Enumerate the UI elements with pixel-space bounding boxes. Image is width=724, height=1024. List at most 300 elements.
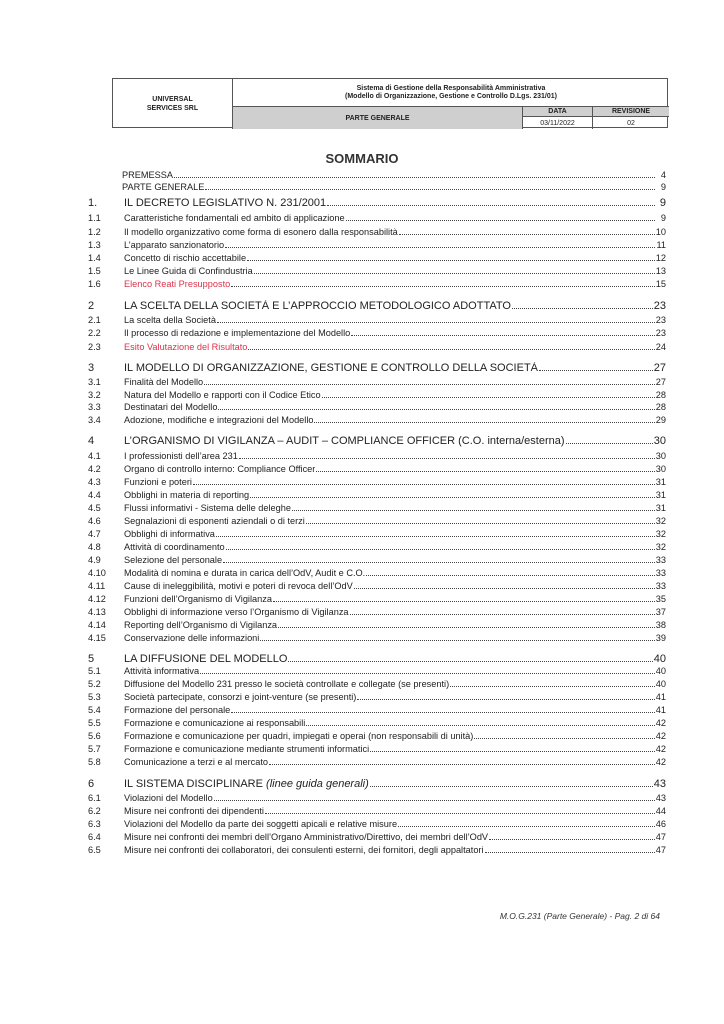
- toc-entry: [88, 744, 666, 755]
- toc-entry-page: 27: [653, 362, 666, 374]
- toc-entry-page: 28: [655, 390, 666, 400]
- toc-entry-page: 15: [655, 279, 666, 289]
- toc-entry-title-text: Misure nei confronti dei dipendenti: [124, 806, 264, 816]
- toc-entry-title: [124, 490, 249, 501]
- toc-entry: [88, 679, 666, 690]
- toc-leader-dots: [398, 819, 655, 827]
- toc-entry: [88, 477, 666, 488]
- toc-entry-title: [124, 342, 247, 353]
- revision-label: REVISIONE: [593, 107, 669, 117]
- toc-entry-number: 4.4: [88, 490, 101, 500]
- toc-entry-title: [124, 568, 365, 579]
- toc-entry: [88, 666, 666, 677]
- toc-entry-title: [124, 415, 313, 426]
- toc-entry-title: [124, 679, 449, 690]
- toc-entry: [88, 529, 666, 540]
- toc-entry-page: 27: [655, 377, 666, 387]
- toc-entry-title: [124, 819, 397, 830]
- toc-leader-dots: [216, 529, 655, 537]
- toc-entry-title: [124, 744, 369, 755]
- toc-entry-page: 11: [656, 240, 666, 250]
- document-header-table: [112, 78, 668, 128]
- toc-entry-title: [124, 542, 225, 553]
- toc-entry-number: 5.5: [88, 718, 101, 728]
- toc-entry-page: 28: [655, 402, 666, 412]
- toc-entry: [88, 692, 666, 703]
- toc-leader-dots: [489, 832, 655, 840]
- toc-entry: [88, 633, 666, 644]
- toc-entry-title-text: Natura del Modello e rapporti con il Codice Etico: [124, 390, 321, 400]
- toc-entry: [88, 845, 666, 856]
- toc-entry: [88, 377, 666, 388]
- toc-entry-page: 33: [655, 555, 666, 565]
- toc-entry-title: [124, 451, 238, 462]
- toc-leader-dots: [354, 581, 655, 589]
- toc-entry-title-text: Reporting dell’Organismo di Vigilanza: [124, 620, 278, 630]
- toc-entry-page: 46: [655, 819, 666, 829]
- toc-entry-number: 3.3: [88, 402, 101, 412]
- toc-entry-title: [124, 793, 213, 804]
- toc-leader-dots: [346, 213, 655, 221]
- toc-entry-title: [124, 240, 224, 251]
- toc-entry-title: [124, 402, 217, 413]
- toc-entry-page: 33: [655, 581, 666, 591]
- toc-entry: [88, 390, 666, 401]
- toc-entry-title: [124, 806, 264, 817]
- toc-entry-number: 4.10: [88, 568, 106, 578]
- toc-entry-page: 42: [655, 757, 666, 767]
- toc-entry-number: 6.3: [88, 819, 101, 829]
- toc-entry-title-text: Formazione del personale: [124, 705, 231, 715]
- toc-entry-title: [124, 692, 356, 703]
- toc-entry-title-text: Modalità di nomina e durata in carica dell’OdV, Audit e C.O.: [124, 568, 366, 578]
- toc-entry-number: 1.6: [88, 279, 101, 289]
- toc-entry-title-text: Caratteristiche fondamentali ed ambito di applicazione: [124, 213, 345, 223]
- page-title: SOMMARIO: [325, 151, 399, 166]
- toc-entry-title-text: LA SCELTA DELLA SOCIETÀ E L’APPROCCIO METODOLOGICO ADOTTATO: [124, 300, 511, 312]
- toc-entry-number: 1.5: [88, 266, 101, 276]
- toc-entry-page: 47: [655, 832, 666, 842]
- toc-entry-title: [124, 377, 203, 388]
- toc-entry-page: 24: [655, 342, 666, 352]
- toc-entry-number: 1.1: [88, 213, 101, 223]
- toc-entry-page: 40: [653, 653, 666, 665]
- toc-entry: [88, 653, 666, 665]
- toc-entry-title-text: Flussi informativi - Sistema delle deleghe: [124, 503, 291, 513]
- toc-leader-dots: [327, 198, 655, 206]
- toc-entry-number: 4.5: [88, 503, 101, 513]
- toc-entry: [88, 607, 666, 618]
- toc-entry-title-text: Formazione e comunicazione per quadri, impiegati e operai (non responsabili di unità): [124, 731, 474, 741]
- system-name-line1: Sistema di Gestione della Responsabilità Amministrativa: [356, 84, 546, 92]
- toc-entry: [88, 362, 666, 374]
- page-footer: M.O.G.231 (Parte Generale) - Pag. 2 di 64: [499, 911, 660, 921]
- toc-leader-dots: [226, 542, 655, 550]
- toc-leader-dots: [306, 718, 654, 726]
- toc-entry: [88, 315, 666, 326]
- toc-entry-title-text: IL SISTEMA DISCIPLINARE: [124, 778, 263, 790]
- toc-leader-dots: [350, 607, 655, 615]
- toc-entry-page: 43: [653, 778, 666, 790]
- toc-entry-title-text: Esito Valutazione del Risultato: [124, 342, 248, 352]
- toc-entry-title-text: Attività di coordinamento: [124, 542, 225, 552]
- toc-entry-title: [124, 620, 277, 631]
- toc-entry: [88, 213, 666, 224]
- toc-entry-page: 42: [655, 744, 666, 754]
- toc-entry: [88, 435, 666, 447]
- toc-entry-title-text: Attività informativa: [124, 666, 200, 676]
- toc-entry-title: [124, 279, 230, 290]
- toc-leader-dots: [322, 390, 655, 398]
- toc-leader-dots: [225, 240, 655, 248]
- toc-entry-page: 32: [655, 542, 666, 552]
- toc-entry-page: 29: [655, 415, 666, 425]
- toc-entry-page: 41: [655, 692, 666, 702]
- toc-entry-page: 23: [655, 328, 666, 338]
- toc-entry: [88, 793, 666, 804]
- toc-entry-number: 4.13: [88, 607, 106, 617]
- toc-entry-number: 5.8: [88, 757, 101, 767]
- toc-entry-page: 37: [655, 607, 666, 617]
- toc-entry-page: 10: [655, 227, 666, 237]
- toc-entry-number: 5: [88, 653, 95, 665]
- toc-entry: [88, 757, 666, 768]
- toc-entry-page: 31: [655, 503, 666, 513]
- toc-entry-number: 3: [88, 362, 95, 374]
- toc-entry: [88, 342, 666, 353]
- toc-entry-number: 2.3: [88, 342, 101, 352]
- date-value: 03/11/2022: [523, 117, 593, 129]
- toc-leader-dots: [239, 451, 655, 459]
- toc-entry-title-text: Elenco Reati Presupposto: [124, 279, 231, 289]
- toc-entry-number: 4.15: [88, 633, 106, 643]
- toc-entry-title-text: Selezione del personale: [124, 555, 223, 565]
- toc-leader-dots: [485, 845, 655, 853]
- toc-entry-number: 5.6: [88, 731, 101, 741]
- toc-entry: [122, 170, 666, 181]
- toc-entry-number: 4.2: [88, 464, 101, 474]
- toc-entry-page: 9: [660, 182, 666, 192]
- toc-entry: [88, 806, 666, 817]
- toc-entry: [88, 415, 666, 426]
- toc-entry-page: 41: [655, 705, 666, 715]
- toc-entry-number: 5.7: [88, 744, 101, 754]
- toc-entry-number: 4: [88, 435, 95, 447]
- toc-entry-page: 38: [655, 620, 666, 630]
- toc-entry-title: [124, 529, 215, 540]
- toc-entry-title-text: Obblighi di informazione verso l’Organismo di Vigilanza: [124, 607, 349, 617]
- toc-entry-title: [124, 503, 291, 514]
- toc-entry-title: [124, 227, 398, 238]
- toc-entry-title: [124, 731, 473, 742]
- toc-entry-title: [124, 464, 315, 475]
- toc-leader-dots: [314, 415, 654, 423]
- toc-entry-title: [124, 253, 246, 264]
- toc-entry-title: [124, 477, 192, 488]
- toc-leader-dots: [247, 253, 655, 261]
- toc-leader-dots: [204, 377, 655, 385]
- toc-leader-dots: [450, 679, 655, 687]
- toc-leader-dots: [174, 170, 655, 178]
- toc-leader-dots: [512, 301, 653, 309]
- toc-entry: [88, 253, 666, 264]
- toc-entry-title: [124, 778, 369, 790]
- toc-entry: [88, 705, 666, 716]
- toc-entry-title: [124, 516, 305, 527]
- toc-entry-title-text: Obblighi di informativa: [124, 529, 215, 539]
- toc-entry-title: [124, 832, 488, 843]
- toc-entry-title: [124, 633, 259, 644]
- toc-entry-title: [124, 845, 484, 856]
- toc-entry-title-text: Funzioni e poteri: [124, 477, 192, 487]
- toc-entry-page: 23: [653, 300, 666, 312]
- toc-entry-title: [124, 197, 326, 209]
- toc-leader-dots: [223, 555, 655, 563]
- toc-leader-dots: [292, 503, 655, 511]
- toc-entry-page: 39: [655, 633, 666, 643]
- toc-entry-page: 40: [655, 679, 666, 689]
- toc-entry-title-text: Formazione e comunicazione mediante strumenti informatici: [124, 744, 370, 754]
- toc-entry-title-text: Finalità del Modello: [124, 377, 204, 387]
- toc-entry-number: 5.4: [88, 705, 101, 715]
- toc-entry: [88, 731, 666, 742]
- toc-leader-dots: [205, 182, 655, 190]
- toc-leader-dots: [351, 328, 655, 336]
- toc-entry-page: 13: [655, 266, 666, 276]
- toc-entry-number: 4.12: [88, 594, 106, 604]
- toc-entry-title: [124, 328, 350, 339]
- toc-entry: [88, 240, 666, 251]
- toc-entry: [88, 542, 666, 553]
- toc-entry: [88, 581, 666, 592]
- toc-entry-title: [122, 182, 204, 193]
- toc-entry-title-italic: (linee guida generali): [266, 778, 369, 790]
- toc-entry: [88, 490, 666, 501]
- toc-entry: [88, 620, 666, 631]
- toc-leader-dots: [370, 779, 653, 787]
- toc-entry-page: 32: [655, 516, 666, 526]
- toc-entry-number: 4.8: [88, 542, 101, 552]
- toc-entry-page: 30: [653, 435, 666, 447]
- toc-entry: [88, 819, 666, 830]
- toc-entry-title-text: Le Linee Guida di Confindustria: [124, 266, 253, 276]
- toc-entry-number: 4.3: [88, 477, 101, 487]
- toc-entry-number: 4.14: [88, 620, 106, 630]
- toc-entry-title-text: L’ORGANISMO DI VIGILANZA – AUDIT – COMPLIANCE OFFICER (C.O. interna/esterna): [124, 435, 565, 447]
- toc-leader-dots: [366, 568, 655, 576]
- toc-entry-number: 2.1: [88, 315, 101, 325]
- toc-entry-number: 5.3: [88, 692, 101, 702]
- company-name-line2: SERVICES SRL: [146, 105, 199, 112]
- toc-entry-number: 4.11: [88, 581, 106, 591]
- toc-entry-number: 5.2: [88, 679, 101, 689]
- toc-entry-page: 32: [655, 529, 666, 539]
- toc-entry-number: 4.9: [88, 555, 101, 565]
- toc-entry-number: 2.2: [88, 328, 101, 338]
- toc-entry: [88, 516, 666, 527]
- toc-leader-dots: [288, 654, 652, 662]
- system-name-line2: (Modello di Organizzazione, Gestione e Controllo D.Lgs. 231/01): [345, 92, 557, 100]
- toc-entry-title-text: Concetto di rischio accettabile: [124, 253, 247, 263]
- revision-value: 02: [627, 119, 635, 127]
- toc-entry-title: [124, 718, 305, 729]
- company-name: [113, 79, 233, 129]
- toc-entry-page: 9: [659, 197, 666, 209]
- toc-entry-title-text: Conservazione delle informazioni: [124, 633, 260, 643]
- toc-entry: [88, 718, 666, 729]
- toc-entry-page: 47: [655, 845, 666, 855]
- toc-entry-page: 30: [655, 451, 666, 461]
- toc-entry-number: 3.4: [88, 415, 101, 425]
- toc-entry-page: 43: [655, 793, 666, 803]
- toc-entry-number: 1.: [88, 197, 98, 209]
- toc-leader-dots: [399, 227, 655, 235]
- toc-entry-number: 1.4: [88, 253, 101, 263]
- toc-entry-title: [124, 362, 538, 374]
- toc-entry-page: 9: [660, 213, 666, 223]
- toc-entry-number: 1.2: [88, 227, 101, 237]
- toc-leader-dots: [200, 666, 655, 674]
- toc-entry: [88, 279, 666, 290]
- toc-leader-dots: [566, 436, 653, 444]
- toc-entry-title-text: Comunicazione a terzi e al mercato: [124, 757, 269, 767]
- toc-entry-title-text: Misure nei confronti dei membri dell’Organo Amministrativo/Direttivo, dei membri dell’OdV: [124, 832, 489, 842]
- toc-entry-title-text: LA DIFFUSIONE DEL MODELLO: [124, 653, 288, 665]
- toc-entry-page: 40: [655, 666, 666, 676]
- toc-entry-number: 3.1: [88, 377, 101, 387]
- toc-entry-title: [124, 757, 268, 768]
- toc-entry-title-text: PREMESSA: [122, 170, 174, 180]
- toc-leader-dots: [218, 402, 654, 410]
- toc-entry-page: 31: [655, 477, 666, 487]
- toc-entry-number: 6.1: [88, 793, 101, 803]
- toc-entry-title-text: L’apparato sanzionatorio: [124, 240, 225, 250]
- toc-leader-dots: [269, 757, 655, 765]
- toc-entry-number: 4.7: [88, 529, 101, 539]
- toc-entry-page: 12: [655, 253, 666, 263]
- toc-entry-number: 5.1: [88, 666, 101, 676]
- toc-entry-number: 6.2: [88, 806, 101, 816]
- toc-leader-dots: [265, 806, 655, 814]
- toc-entry: [88, 778, 666, 790]
- toc-entry-number: 4.6: [88, 516, 101, 526]
- toc-entry-page: 44: [655, 806, 666, 816]
- toc-leader-dots: [273, 594, 655, 602]
- toc-entry: [88, 503, 666, 514]
- toc-entry: [88, 832, 666, 843]
- toc-entry: [88, 464, 666, 475]
- toc-entry-title-text: Adozione, modifiche e integrazioni del Modello: [124, 415, 314, 425]
- company-name-line1: UNIVERSAL: [152, 96, 193, 103]
- toc-leader-dots: [306, 516, 655, 524]
- toc-entry: [88, 328, 666, 339]
- toc-leader-dots: [539, 363, 653, 371]
- toc-entry: [88, 227, 666, 238]
- toc-entry-page: 42: [655, 718, 666, 728]
- toc-entry-title: [124, 594, 272, 605]
- toc-entry-title: [124, 390, 321, 401]
- toc-entry-page: 35: [655, 594, 666, 604]
- toc-entry-title: [124, 607, 349, 618]
- toc-entry: [88, 555, 666, 566]
- toc-entry-title-text: Formazione e comunicazione ai responsabili: [124, 718, 306, 728]
- toc-entry-title-text: La scelta della Società: [124, 315, 216, 325]
- toc-entry-number: 4.1: [88, 451, 101, 461]
- toc-leader-dots: [357, 692, 654, 700]
- toc-entry-title-text: Il processo di redazione e implementazione del Modello: [124, 328, 351, 338]
- toc-entry-number: 6.5: [88, 845, 101, 855]
- toc-entry: [88, 451, 666, 462]
- toc-entry-title: [122, 170, 173, 181]
- toc-leader-dots: [231, 279, 655, 287]
- toc-entry-title: [124, 435, 565, 447]
- toc-entry-title-text: Violazioni del Modello da parte dei soggetti apicali e relative misure: [124, 819, 398, 829]
- toc-leader-dots: [217, 315, 655, 323]
- toc-entry-title: [124, 266, 253, 277]
- toc-entry-page: 33: [655, 568, 666, 578]
- toc-leader-dots: [278, 620, 655, 628]
- toc-entry-page: 42: [655, 731, 666, 741]
- toc-entry-title-text: IL DECRETO LEGISLATIVO N. 231/2001: [124, 197, 327, 209]
- toc-leader-dots: [474, 731, 654, 739]
- toc-entry-title-text: Cause di ineleggibilità, motivi e poteri di revoca dell’OdV: [124, 581, 353, 591]
- toc-entry: [88, 402, 666, 413]
- toc-entry-title-text: Destinatari del Modello: [124, 402, 218, 412]
- toc-entry-number: 6: [88, 778, 95, 790]
- toc-entry: [88, 594, 666, 605]
- toc-entry-page: 4: [660, 170, 666, 180]
- toc-leader-dots: [214, 793, 655, 801]
- toc-entry-title: [124, 555, 222, 566]
- toc-entry-title-text: Funzioni dell’Organismo di Vigilanza: [124, 594, 272, 604]
- toc-entry: [122, 182, 666, 193]
- toc-entry-title: [124, 581, 353, 592]
- toc-entry-title: [124, 315, 216, 326]
- toc-entry-title-text: Obblighi in materia di reporting: [124, 490, 250, 500]
- toc-entry: [88, 568, 666, 579]
- toc-leader-dots: [248, 342, 654, 350]
- toc-entry: [88, 300, 666, 312]
- toc-leader-dots: [254, 266, 655, 274]
- toc-entry-title-text: PARTE GENERALE: [122, 182, 205, 192]
- toc-leader-dots: [231, 705, 655, 713]
- toc-entry-title-text: Segnalazioni di esponenti aziendali o di terzi: [124, 516, 305, 526]
- toc-entry: [88, 266, 666, 277]
- toc-entry-title-text: Organo di controllo interno: Compliance Officer: [124, 464, 316, 474]
- toc-entry-page: 23: [655, 315, 666, 325]
- toc-entry-title: [124, 213, 345, 224]
- toc-leader-dots: [260, 633, 654, 641]
- toc-leader-dots: [316, 464, 654, 472]
- toc-entry-title: [124, 300, 511, 312]
- toc-leader-dots: [250, 490, 655, 498]
- toc-entry-title-text: Misure nei confronti dei collaboratori, dei consulenti esterni, dei fornitori, degli appaltatori: [124, 845, 484, 855]
- toc-entry-title: [124, 666, 199, 677]
- date-label: DATA: [523, 107, 593, 117]
- toc-entry-title-text: Violazioni del Modello: [124, 793, 213, 803]
- toc-entry-title-text: I professionisti dell’area 231: [124, 451, 238, 461]
- toc-entry: [88, 197, 666, 209]
- toc-entry-title-text: Diffusione del Modello 231 presso le società controllate e collegate (se presenti): [124, 679, 450, 689]
- toc-entry-title-text: IL MODELLO DI ORGANIZZAZIONE, GESTIONE E CONTROLLO DELLA SOCIETÀ: [124, 362, 539, 374]
- section-label: PARTE GENERALE: [233, 107, 523, 129]
- toc-entry-number: 1.3: [88, 240, 101, 250]
- toc-leader-dots: [193, 477, 655, 485]
- toc-entry-title: [124, 653, 287, 665]
- toc-entry-number: 6.4: [88, 832, 101, 842]
- toc-leader-dots: [370, 744, 655, 752]
- toc-entry-page: 30: [655, 464, 666, 474]
